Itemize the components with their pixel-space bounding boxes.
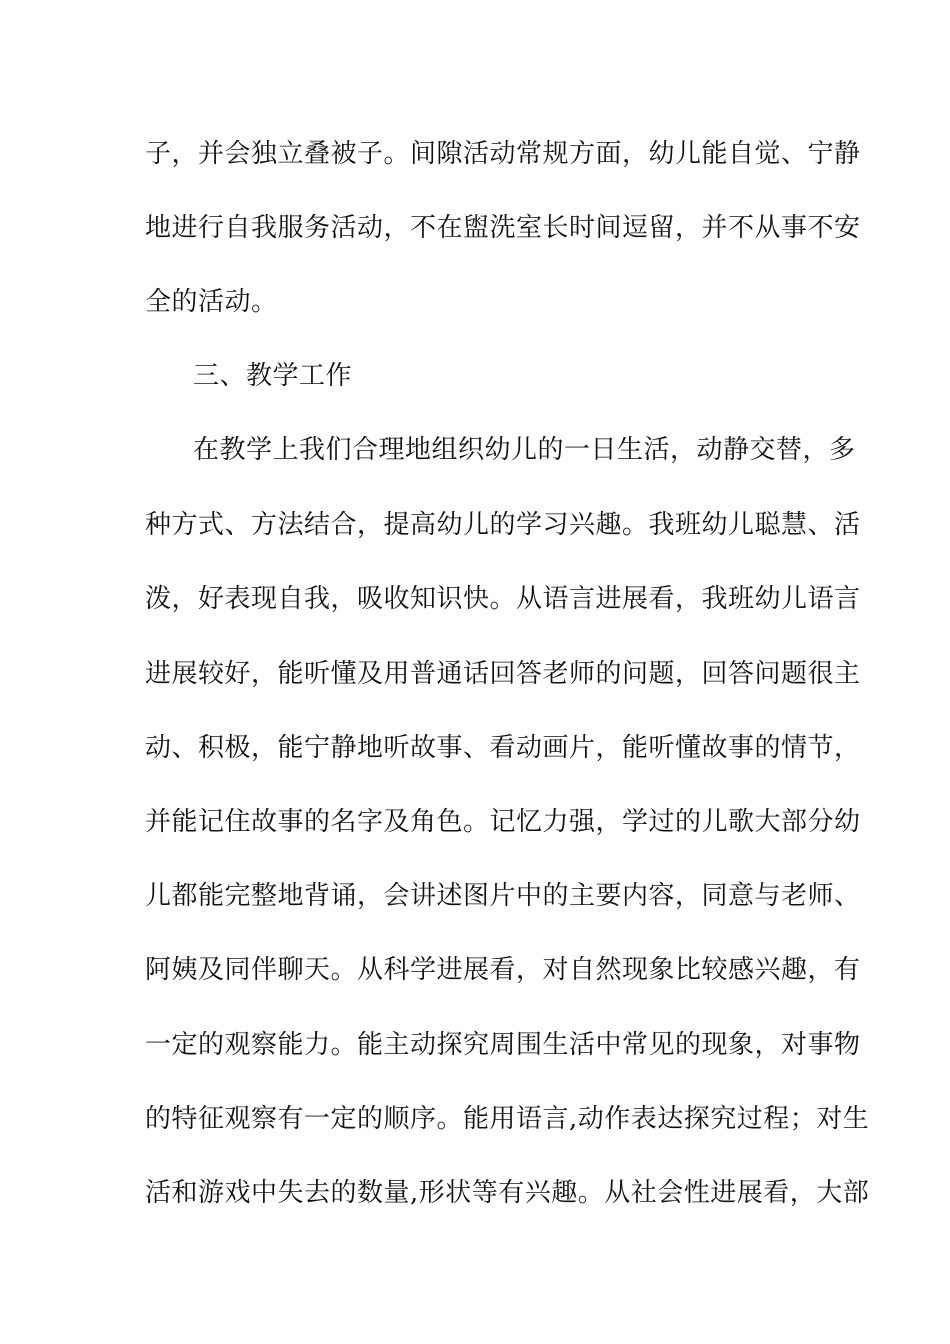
body-text-line: 阿姨及同伴聊天。从科学进展看，对自然现象比较感兴趣，有: [145, 955, 861, 985]
body-text-line: 全的活动。: [145, 287, 278, 317]
body-text-line: 一定的观察能力。能主动探究周围生活中常见的现象，对事物: [145, 1030, 861, 1060]
body-text-line: 子，并会独立叠被子。间隙活动常规方面，幼儿能自觉、宁静: [145, 139, 861, 169]
body-text-line: 儿都能完整地背诵，会讲述图片中的主要内容，同意与老师、: [145, 881, 861, 911]
body-text-line: 在教学上我们合理地组织幼儿的一日生活，动静交替，多: [193, 435, 856, 465]
body-text-line: 活和游戏中失去的数量,形状等有兴趣。从社会性进展看，大部: [145, 1178, 870, 1208]
body-text-line: 动、积极，能宁静地听故事、看动画片，能听懂故事的情节，: [145, 733, 861, 763]
body-text-line: 并能记住故事的名字及角色。记忆力强，学过的儿歌大部分幼: [145, 807, 861, 837]
body-text-line: 泼，好表现自我，吸收知识快。从语言进展看，我班幼儿语言: [145, 584, 861, 614]
body-text-line: 地进行自我服务活动，不在盥洗室长时间逗留，并不从事不安: [145, 213, 861, 243]
body-text-line: 的特征观察有一定的顺序。能用语言,动作表达探究过程；对生: [145, 1104, 870, 1134]
body-text-line: 种方式、方法结合，提高幼儿的学习兴趣。我班幼儿聪慧、活: [145, 510, 861, 540]
body-text-line: 进展较好，能听懂及用普通话回答老师的问题，回答问题很主: [145, 659, 861, 689]
section-heading: 三、教学工作: [193, 361, 353, 391]
